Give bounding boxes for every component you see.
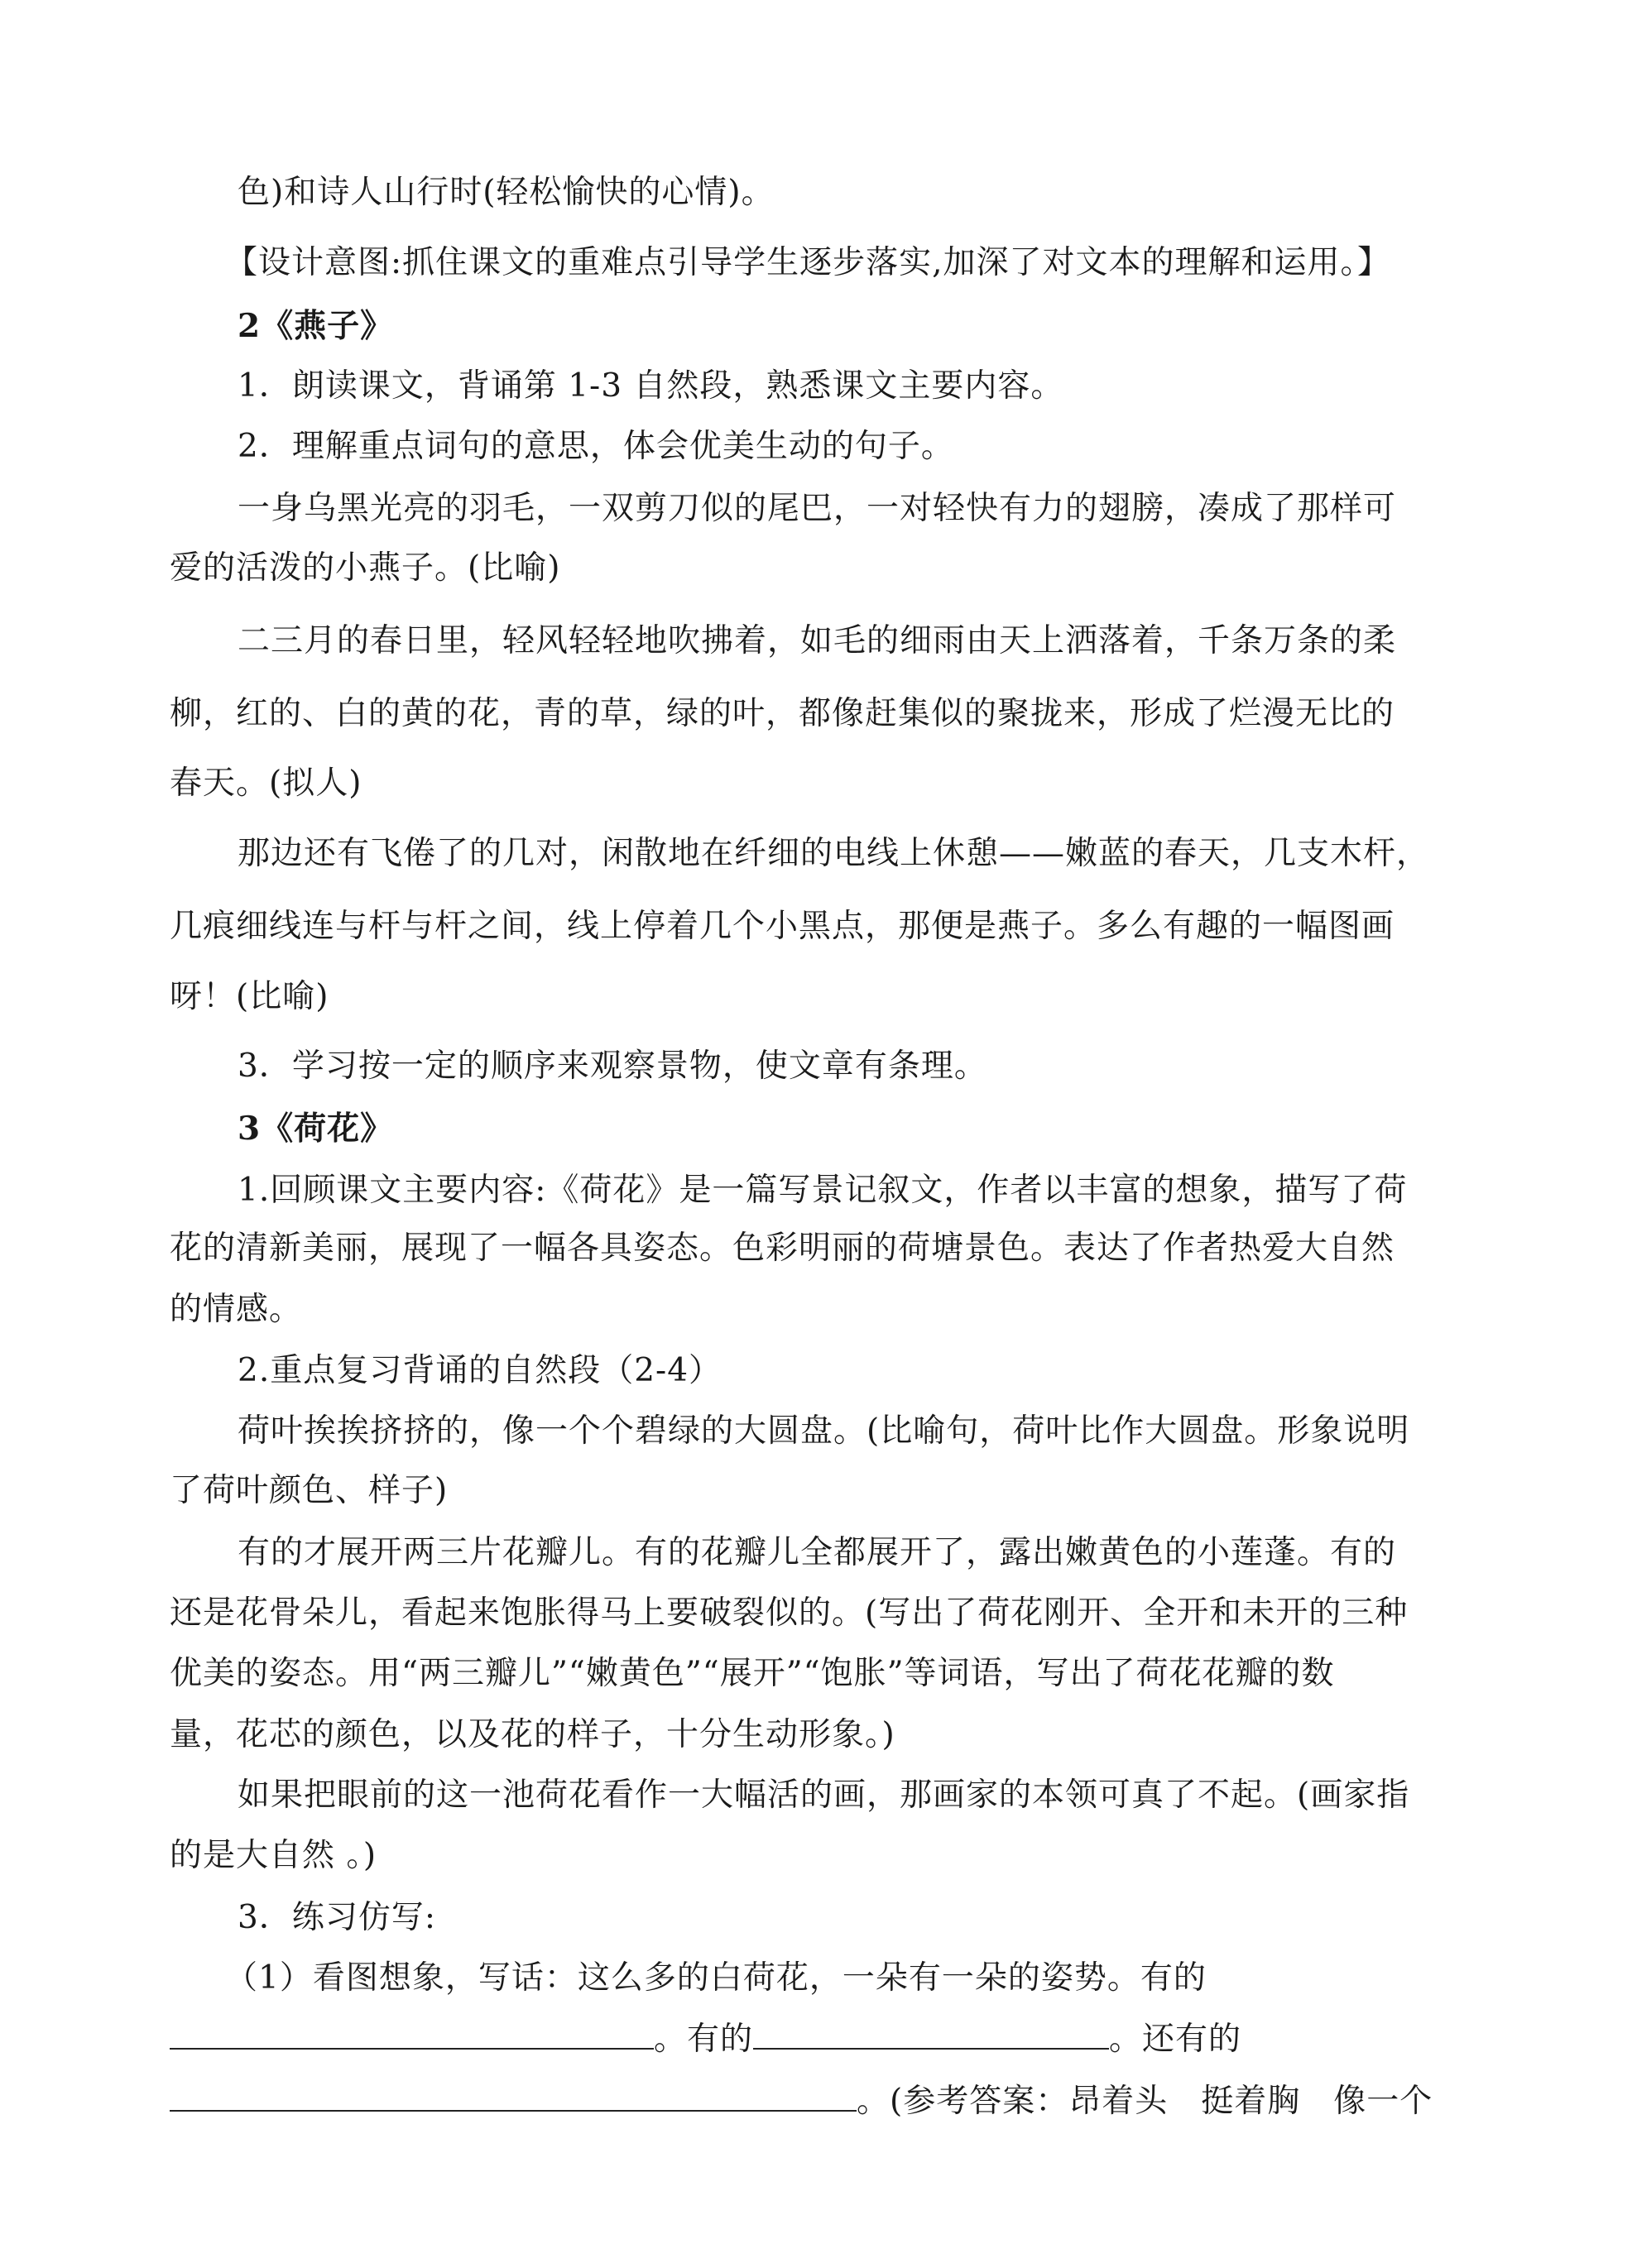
paragraph-line: 量，花芯的颜色，以及花的样子，十分生动形象。) bbox=[170, 1716, 895, 1753]
paragraph-line: 荷叶挨挨挤挤的，像一个个碧绿的大圆盘。(比喻句，荷叶比作大圆盘。形象说明 bbox=[238, 1412, 1410, 1450]
fill-in-line-1 bbox=[170, 2016, 1477, 2062]
paragraph-line: 的情感。 bbox=[170, 1291, 303, 1328]
paragraph-line: 那边还有飞倦了的几对，闲散地在纤细的电线上休憩——嫩蓝的春天，几支木杆， bbox=[238, 835, 1430, 872]
paragraph-line: 2．理解重点词句的意思，体会优美生动的句子。 bbox=[238, 428, 954, 465]
fill-in-line-2 bbox=[170, 2079, 1477, 2124]
section-heading-yanzi: 2《燕子》 bbox=[238, 307, 394, 345]
paragraph-line: 色)和诗人山行时(轻松愉快的心情)。 bbox=[238, 174, 775, 211]
paragraph-line: 柳，红的、白的黄的花，青的草，绿的叶，都像赶集似的聚拢来，形成了烂漫无比的 bbox=[170, 695, 1395, 732]
paragraph-line: 呀！(比喻) bbox=[170, 978, 329, 1015]
paragraph-line: 几痕细线连与杆与杆之间，线上停着几个小黑点，那便是燕子。多么有趣的一幅图画 bbox=[170, 908, 1395, 945]
exercise-prompt: （1）看图想象，写话：这么多的白荷花，一朵有一朵的姿势。有的 bbox=[225, 1959, 1207, 1997]
fill-connector: 。有的 bbox=[654, 2021, 754, 2058]
paragraph-line: 3．学习按一定的顺序来观察景物，使文章有条理。 bbox=[238, 1048, 987, 1085]
paragraph-line: 了荷叶颜色、样子) bbox=[170, 1472, 449, 1509]
paragraph-line: 优美的姿态。用“两三瓣儿”“嫩黄色”“展开”“饱胀”等词语，写出了荷花花瓣的数 bbox=[170, 1655, 1335, 1692]
paragraph-line: 2.重点复习背诵的自然段（2-4） bbox=[238, 1352, 722, 1389]
paragraph-line: 爱的活泼的小燕子。(比喻) bbox=[170, 549, 561, 587]
paragraph-line: 如果把眼前的这一池荷花看作一大幅活的画，那画家的本领可真了不起。(画家指 bbox=[238, 1777, 1410, 1814]
fill-connector: 。还有的 bbox=[1109, 2021, 1242, 2058]
paragraph-line: 3．练习仿写: bbox=[238, 1899, 436, 1936]
paragraph-line: 还是花骨朵儿，看起来饱胀得马上要破裂似的。(写出了荷花刚开、全开和未开的三种 bbox=[170, 1594, 1409, 1632]
paragraph-line: 二三月的春日里，轻风轻轻地吹拂着，如毛的细雨由天上洒落着，千条万条的柔 bbox=[238, 622, 1397, 659]
paragraph-line: 花的清新美丽，展现了一幅各具姿态。色彩明丽的荷塘景色。表达了作者热爱大自然 bbox=[170, 1230, 1395, 1267]
paragraph-line: 有的才展开两三片花瓣儿。有的花瓣儿全都展开了，露出嫩黄色的小莲蓬。有的 bbox=[238, 1534, 1397, 1571]
answer-blank[interactable] bbox=[170, 2079, 857, 2112]
design-intent-note: 【设计意图:抓住课文的重难点引导学生逐步落实,加深了对文本的理解和运用。】 bbox=[225, 244, 1391, 281]
answer-blank[interactable] bbox=[170, 2016, 654, 2050]
paragraph-line: 1.回顾课文主要内容:《荷花》是一篇写景记叙文，作者以丰富的想象，描写了荷 bbox=[238, 1172, 1408, 1209]
answer-blank[interactable] bbox=[753, 2016, 1109, 2050]
paragraph-line: 春天。(拟人) bbox=[170, 765, 362, 802]
section-heading-hehua: 3《荷花》 bbox=[238, 1110, 394, 1148]
paragraph-line: 一身乌黑光亮的羽毛，一双剪刀似的尾巴，一对轻快有力的翅膀，凑成了那样可 bbox=[238, 490, 1397, 527]
paragraph-line: 的是大自然 。) bbox=[170, 1837, 377, 1874]
reference-answer: 。(参考答案：昂着头 挺着胸 像一个 bbox=[857, 2083, 1433, 2120]
paragraph-line: 1．朗读课文，背诵第 1-3 自然段，熟悉课文主要内容。 bbox=[238, 367, 1064, 405]
